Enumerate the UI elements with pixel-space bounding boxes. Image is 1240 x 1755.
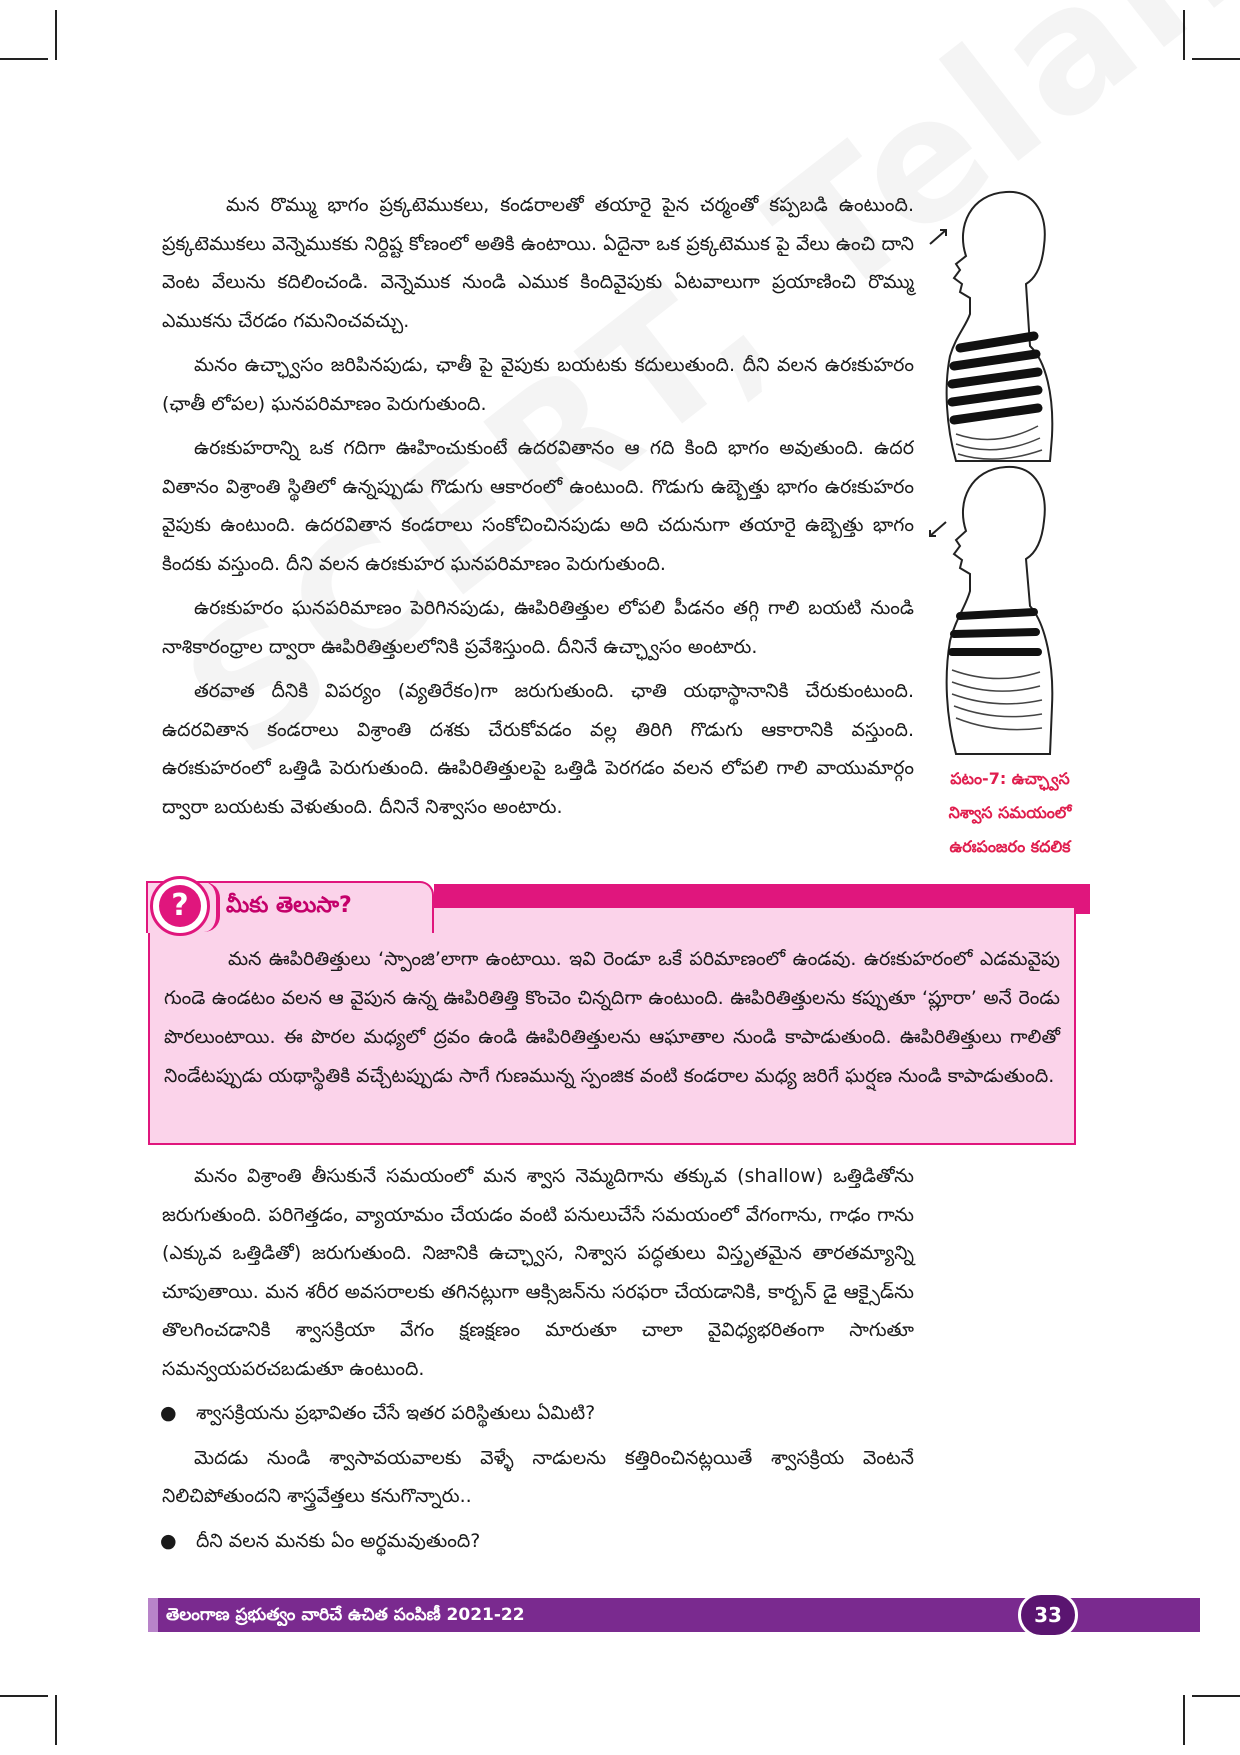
breathing-figure bbox=[926, 186, 1088, 761]
bullet-question bbox=[162, 1522, 914, 1561]
crop-mark bbox=[1192, 1695, 1240, 1697]
crop-mark bbox=[1183, 1695, 1185, 1745]
bullet-text: శ్వాసక్రియను ప్రభావితం చేసే ఇతర పరిస్థితులు ఏమిటి? bbox=[196, 1402, 596, 1424]
main-text-column bbox=[162, 186, 914, 832]
exhalation-ribs bbox=[952, 612, 1038, 652]
crop-mark bbox=[1192, 58, 1240, 60]
caption-line: నిశ్వాస సమయంలో bbox=[948, 803, 1072, 822]
info-box-title: మీకు తెలుసా? bbox=[226, 893, 352, 918]
paragraph: తరవాత దీనికి విపర్యం (వ్యతిరేకం)గా జరుగుతుంది. ఛాతి యథాస్థానానికి చేరుకుంటుంది. ఉదరవితాన కండరాలు విశ్రాంతి దశకు చేరుకోవడం వల్ల తిరిగి గొడుగు ఆకారానికి వస్తుంది. ఉరఃకుహరంలో ఒత్తిడి పెరుగుతుంది. ఊపిరితిత్తులపై ఒత్తిడి పెరగడం వలన లోపలి గాలి వాయుమార్గం ద్వారా బయటకు వెళుతుంది. దీనినే నిశ్వాసం అంటారు. bbox=[162, 680, 914, 818]
page-number: 33 bbox=[1018, 1592, 1078, 1638]
bullet-question bbox=[162, 1394, 914, 1433]
bullet-icon: ● bbox=[160, 1529, 177, 1552]
crop-mark bbox=[0, 1695, 48, 1697]
paragraph: ఉరఃకుహరాన్ని ఒక గదిగా ఊహించుకుంటే ఉదరవితానం ఆ గది కింది భాగం అవుతుంది. ఉదర వితానం విశ్రాంతి స్థితిలో ఉన్నప్పుడు గొడుగు ఆకారంలో ఉంటుంది. గొడుగు ఉబ్బెత్తు భాగం ఉరఃకుహరం వైపుకు ఉంటుంది. ఉదరవితాన కండరాలు సంకోచించినపుడు అది చదునుగా తయారై ఉబ్బెత్తు భాగం కిందకు వస్తుంది. దీని వలన ఉరఃకుహర ఘనపరిమాణం పెరుగుతుంది. bbox=[162, 437, 914, 575]
footer-text: తెలంగాణ ప్రభుత్వం వారిచే ఉచిత పంపిణీ 2021-22 bbox=[166, 1605, 525, 1625]
crop-mark bbox=[55, 1695, 57, 1745]
question-mark-glyph: ? bbox=[159, 885, 201, 927]
footer-bar-accent bbox=[148, 1598, 158, 1632]
paragraph: ఉరఃకుహరం ఘనపరిమాణం పెరిగినపుడు, ఊపిరితిత్తుల లోపలి పీడనం తగ్గి గాలి బయటి నుండి నాశికారంధ్రాల ద్వారా ఊపిరితిత్తులలోనికి ప్రవేశిస్తుంది. దీనినే ఉచ్ఛ్వాసం అంటారు. bbox=[162, 597, 914, 658]
paragraph: మనం ఉచ్ఛ్వాసం జరిపినపుడు, ఛాతీ పై వైపుకు బయటకు కదులుతుంది. దీని వలన ఉరఃకుహరం (ఛాతీ లోపల) ఘనపరిమాణం పెరుగుతుంది. bbox=[162, 354, 914, 415]
crop-mark bbox=[55, 10, 57, 60]
caption-line: ఉరఃపంజరం కదలిక bbox=[949, 837, 1071, 856]
paragraph: మనం విశ్రాంతి తీసుకునే సమయంలో మన శ్వాస నెమ్మదిగాను తక్కువ (shallow) ఒత్తిడితోను జరుగుతుంది. పరిగెత్తడం, వ్యాయామం చేయడం వంటి పనులుచేసే సమయంలో వేగంగాను, గాఢం గాను (ఎక్కువ ఒత్తిడితో) జరుగుతుంది. నిజానికి ఉచ్ఛ్వాస, నిశ్వాస పద్ధతులు విస్తృతమైన తారతమ్యాన్ని చూపుతాయి. మన శరీర అవసరాలకు తగినట్లుగా ఆక్సిజన్‌ను సరఫరా చేయడానికి, కార్బన్ డై ఆక్సైడ్‌ను తొలగించడానికి శ్వాసక్రియా వేగం క్షణక్షణం మారుతూ చాలా వైవిధ్యభరితంగా సాగుతూ సమన్వయపరచబడుతూ ఉంటుంది. bbox=[162, 1165, 914, 1380]
bullet-text: దీని వలన మనకు ఏం అర్థమవుతుంది? bbox=[196, 1529, 481, 1552]
crop-mark bbox=[1183, 10, 1185, 60]
info-box-body bbox=[164, 940, 1060, 1096]
inhalation-ribs bbox=[952, 336, 1038, 420]
paragraph: మన రొమ్ము భాగం ప్రక్కటెముకలు, కండరాలతో తయారై పైన చర్మంతో కప్పబడి ఉంటుంది. ప్రక్కటెముకలు వెన్నెముకకు నిర్దిష్ట కోణంలో అతికి ఉంటాయి. ఏదైనా ఒక ప్రక్కటెముక పై వేలు ఉంచి దాని వెంట వేలును కదిలించండి. వెన్నెముక నుండి ఎముక కిందివైపుకు ఏటవాలుగా ప్రయాణించి రొమ్ము ఎముకను చేరడం గమనించవచ్చు. bbox=[162, 194, 914, 332]
inhalation-figure bbox=[930, 192, 1052, 461]
lower-text-column bbox=[162, 1157, 914, 1566]
paragraph: మెదడు నుండి శ్వాసావయవాలకు వెళ్ళే నాడులను కత్తిరించినట్లయితే శ్వాసక్రియ వెంటనే నిలిచిపోతుందని శాస్త్రవేత్తలు కనుగొన్నారు.. bbox=[162, 1446, 914, 1507]
caption-line: పటం-7: ఉచ్ఛ్వాస bbox=[950, 769, 1070, 788]
bullet-icon: ● bbox=[160, 1402, 177, 1424]
figure-caption bbox=[920, 762, 1100, 864]
question-icon bbox=[150, 876, 210, 936]
info-box-paragraph: మన ఊపిరితిత్తులు ‘స్పాంజి’లాగా ఉంటాయి. ఇవి రెండూ ఒకే పరిమాణంలో ఉండవు. ఉరఃకుహరంలో ఎడమవైపు గుండె ఉండటం వలన ఆ వైపున ఉన్న ఊపిరితిత్తి కొంచెం చిన్నదిగా ఉంటుంది. ఊపిరితిత్తులను కప్పుతూ ‘ప్లూరా’ అనే రెండు పొరలుంటాయి. ఈ పొరల మధ్యలో ద్రవం ఉండి ఊపిరితిత్తులను ఆఘాతాల నుండి కాపాడుతుంది. ఊపిరితిత్తులు గాలితో నిండేటప్పుడు యథాస్థితికి వచ్చేటప్పుడు సాగే గుణమున్న స్పంజిక వంటి కండరాల మధ్య జరిగే ఘర్షణ నుండి కాపాడుతుంది. bbox=[164, 948, 1060, 1087]
crop-mark bbox=[0, 58, 48, 60]
